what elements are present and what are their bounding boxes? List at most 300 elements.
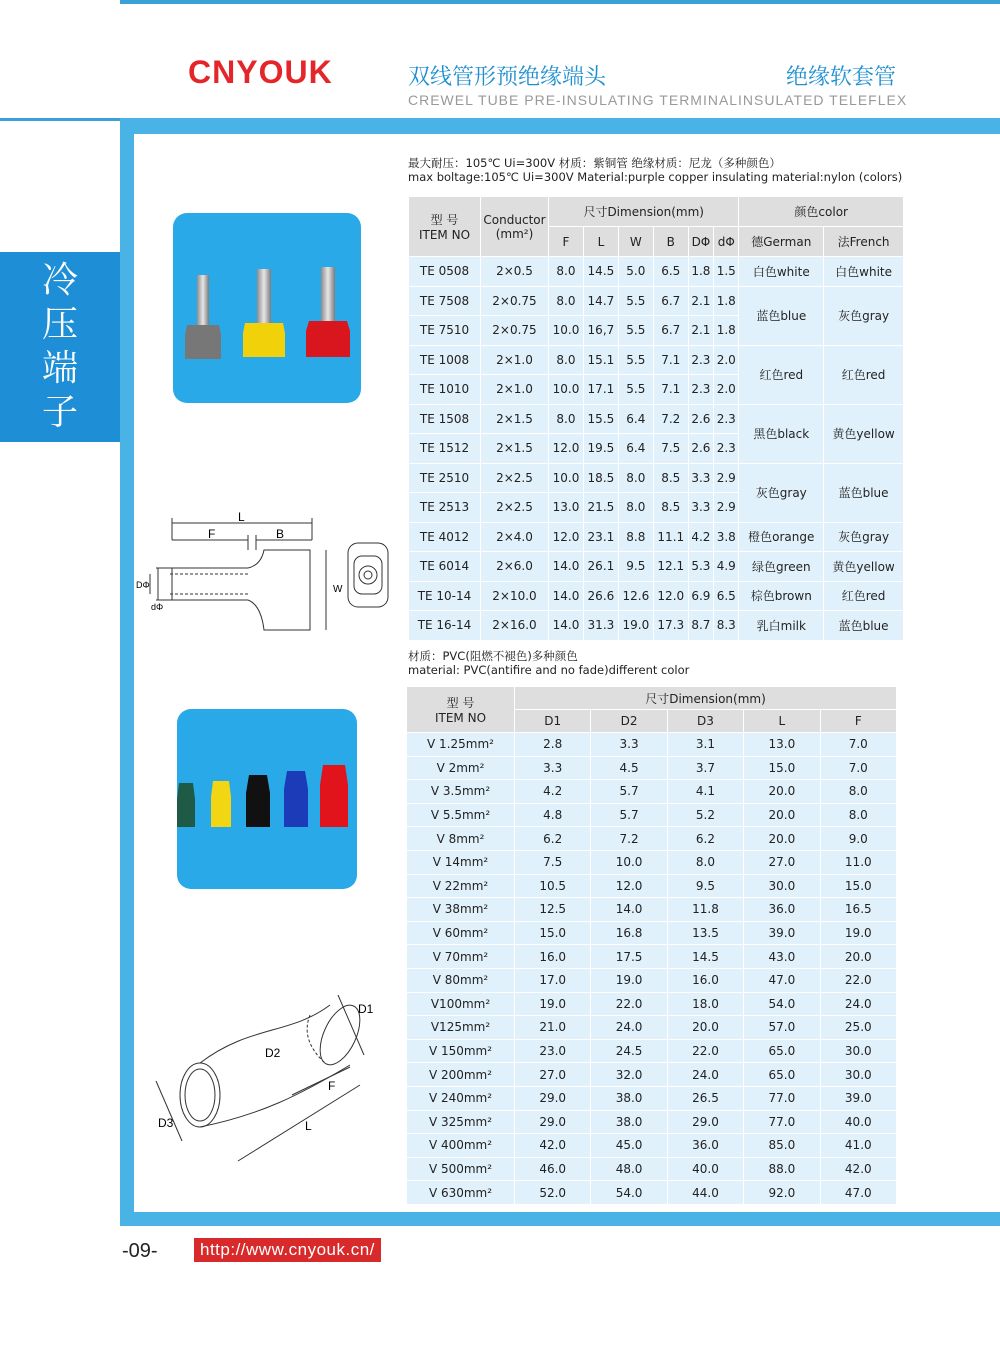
cell-f: 14.0 <box>549 581 584 611</box>
cell-item: TE 1008 <box>409 345 481 375</box>
sleeve-spec <box>408 649 689 677</box>
dim-label-L: L <box>305 1119 312 1133</box>
cell-d: 1.8 <box>688 257 713 287</box>
cell-f: 19.0 <box>820 921 896 945</box>
sleeve-dimension-diagram <box>150 985 390 1175</box>
cell-item: TE 1512 <box>409 434 481 464</box>
cell-d1: 10.5 <box>515 874 591 898</box>
cell-cond: 2×6.0 <box>481 552 549 582</box>
cell-l: 20.0 <box>744 803 820 827</box>
cell-l: 15.1 <box>583 345 618 375</box>
table-row <box>407 921 897 945</box>
cell-d1: 42.0 <box>515 1134 591 1158</box>
cell-d: 4.9 <box>714 552 739 582</box>
cell-item: TE 1508 <box>409 404 481 434</box>
cell-item: V 5.5mm² <box>407 803 515 827</box>
cell-b: 12.1 <box>653 552 688 582</box>
cell-item: V 70mm² <box>407 945 515 969</box>
cell-f: 12.0 <box>549 434 584 464</box>
cell-b: 7.2 <box>653 404 688 434</box>
cell-w: 5.5 <box>618 316 653 346</box>
terminal-spec-table <box>408 196 904 641</box>
side-tab-char: 冷 <box>41 260 78 301</box>
sleeve-spec-cn: 材质：PVC(阻燃不褪色)多种颜色 <box>408 649 578 663</box>
side-tab-char: 压 <box>41 304 78 345</box>
cell-item: V 500mm² <box>407 1157 515 1181</box>
terminal-spec-en: max boltage:105℃ Ui=300V Material:purple copper insulating material:nylon (colors) <box>408 170 903 184</box>
cell-item: TE 10-14 <box>409 581 481 611</box>
dim-label-D1: D1 <box>358 1002 374 1016</box>
cell-color-french: 白色white <box>824 257 904 287</box>
cell-b: 17.3 <box>653 611 688 641</box>
cell-f: 13.0 <box>549 493 584 523</box>
left-divider-line <box>0 118 120 121</box>
cell-d: 8.7 <box>688 611 713 641</box>
cell-d: 3.3 <box>688 463 713 493</box>
cell-f: 39.0 <box>820 1086 896 1110</box>
cell-item: V 150mm² <box>407 1039 515 1063</box>
header-dim-col: D3 <box>667 710 743 733</box>
cell-f: 10.0 <box>549 463 584 493</box>
cell-d3: 18.0 <box>667 992 743 1016</box>
cell-item: V 3.5mm² <box>407 780 515 804</box>
cell-d2: 54.0 <box>591 1181 667 1205</box>
cell-item: V 38mm² <box>407 898 515 922</box>
side-tab-char: 端 <box>41 348 78 389</box>
cell-d2: 5.7 <box>591 780 667 804</box>
cell-d: 2.3 <box>714 404 739 434</box>
table-row <box>407 898 897 922</box>
cell-item: V 2mm² <box>407 756 515 780</box>
cell-l: 18.5 <box>583 463 618 493</box>
cell-d1: 46.0 <box>515 1157 591 1181</box>
cell-f: 47.0 <box>820 1181 896 1205</box>
cell-d3: 9.5 <box>667 874 743 898</box>
cell-f: 8.0 <box>549 286 584 316</box>
cell-w: 12.6 <box>618 581 653 611</box>
cell-d2: 32.0 <box>591 1063 667 1087</box>
cell-d2: 12.0 <box>591 874 667 898</box>
cell-f: 8.0 <box>549 345 584 375</box>
dim-label-L: L <box>238 510 245 524</box>
table-row <box>407 992 897 1016</box>
cell-w: 5.5 <box>618 345 653 375</box>
header-conductor-label: Conductor <box>483 212 546 227</box>
cell-item: TE 1010 <box>409 375 481 405</box>
cell-d1: 6.2 <box>515 827 591 851</box>
cell-f: 30.0 <box>820 1039 896 1063</box>
cell-d1: 52.0 <box>515 1181 591 1205</box>
table-row <box>409 345 904 375</box>
cell-b: 6.7 <box>653 316 688 346</box>
terminal-photo-illustration <box>173 213 361 403</box>
header-item-cn: 型 号 <box>430 213 459 227</box>
cell-d2: 3.3 <box>591 733 667 757</box>
cell-l: 30.0 <box>744 874 820 898</box>
cell-l: 65.0 <box>744 1039 820 1063</box>
cell-f: 41.0 <box>820 1134 896 1158</box>
cell-d2: 16.8 <box>591 921 667 945</box>
cell-color-german: 橙色orange <box>739 522 824 552</box>
table-row <box>409 404 904 434</box>
cell-w: 19.0 <box>618 611 653 641</box>
table-row <box>409 286 904 316</box>
cell-d1: 2.8 <box>515 733 591 757</box>
header-dimension: 尺寸Dimension(mm) <box>515 687 897 710</box>
cell-l: 23.1 <box>583 522 618 552</box>
cell-d: 3.3 <box>688 493 713 523</box>
cell-f: 8.0 <box>820 803 896 827</box>
cell-color-french: 红色red <box>824 581 904 611</box>
cell-f: 8.0 <box>549 404 584 434</box>
cell-f: 22.0 <box>820 968 896 992</box>
cell-f: 8.0 <box>549 257 584 287</box>
cell-d: 2.9 <box>714 493 739 523</box>
cell-f: 30.0 <box>820 1063 896 1087</box>
cell-d: 5.3 <box>688 552 713 582</box>
cell-d: 2.1 <box>688 316 713 346</box>
cell-w: 8.0 <box>618 493 653 523</box>
cell-f: 12.0 <box>549 522 584 552</box>
header-conductor <box>481 197 549 257</box>
cell-d3: 5.2 <box>667 803 743 827</box>
cell-d1: 4.2 <box>515 780 591 804</box>
cell-d2: 22.0 <box>591 992 667 1016</box>
cell-color-german: 黑色black <box>739 404 824 463</box>
dim-label-W: W <box>333 584 343 595</box>
cell-l: 39.0 <box>744 921 820 945</box>
cell-item: V 22mm² <box>407 874 515 898</box>
cell-d2: 24.0 <box>591 1016 667 1040</box>
cell-d1: 17.0 <box>515 968 591 992</box>
cell-color-french: 蓝色blue <box>824 463 904 522</box>
table-row <box>407 945 897 969</box>
cell-l: 19.5 <box>583 434 618 464</box>
header-color: 颜色color <box>739 197 904 227</box>
cell-d3: 26.5 <box>667 1086 743 1110</box>
cell-f: 10.0 <box>549 316 584 346</box>
table-row <box>409 581 904 611</box>
cell-d: 2.3 <box>688 375 713 405</box>
sleeve-photo-illustration <box>177 709 357 889</box>
cell-color-french: 黄色yellow <box>824 552 904 582</box>
cell-d1: 21.0 <box>515 1016 591 1040</box>
side-tab-char: 子 <box>41 392 78 433</box>
cell-cond: 2×1.5 <box>481 404 549 434</box>
cell-f: 20.0 <box>820 945 896 969</box>
header-german: 德German <box>739 227 824 257</box>
cell-d3: 40.0 <box>667 1157 743 1181</box>
cell-d3: 20.0 <box>667 1016 743 1040</box>
page-title-en-right: INSULATED TELEFLEX <box>738 92 908 108</box>
cell-l: 54.0 <box>744 992 820 1016</box>
cell-d2: 45.0 <box>591 1134 667 1158</box>
cell-cond: 2×2.5 <box>481 463 549 493</box>
table-row <box>407 1016 897 1040</box>
terminal-product-photo <box>173 213 361 403</box>
sleeve-spec-table <box>406 686 897 1205</box>
cell-cond: 2×10.0 <box>481 581 549 611</box>
dim-label-B: B <box>276 527 285 541</box>
terminal-spec <box>408 156 902 184</box>
cell-w: 5.5 <box>618 286 653 316</box>
cell-d1: 4.8 <box>515 803 591 827</box>
cell-cond: 2×0.75 <box>481 286 549 316</box>
dim-label-D2: D2 <box>265 1046 281 1060</box>
cell-item: V 8mm² <box>407 827 515 851</box>
category-side-tab <box>0 252 120 442</box>
cell-item: TE 6014 <box>409 552 481 582</box>
cell-f: 24.0 <box>820 992 896 1016</box>
cell-d3: 4.1 <box>667 780 743 804</box>
cell-item: V 80mm² <box>407 968 515 992</box>
cell-item: TE 2513 <box>409 493 481 523</box>
cell-d3: 29.0 <box>667 1110 743 1134</box>
cell-l: 21.5 <box>583 493 618 523</box>
page-title-cn: 双线管形预绝缘端头 <box>408 65 607 90</box>
cell-item: V 1.25mm² <box>407 733 515 757</box>
cell-item: TE 2510 <box>409 463 481 493</box>
header-dim-col: L <box>744 710 820 733</box>
cell-l: 92.0 <box>744 1181 820 1205</box>
cell-color-german: 绿色green <box>739 552 824 582</box>
cell-d1: 16.0 <box>515 945 591 969</box>
cell-f: 40.0 <box>820 1110 896 1134</box>
cell-color-french: 灰色gray <box>824 286 904 345</box>
cell-l: 36.0 <box>744 898 820 922</box>
cell-f: 7.0 <box>820 756 896 780</box>
cell-l: 27.0 <box>744 850 820 874</box>
cell-l: 26.6 <box>583 581 618 611</box>
page-title-cn-right: 绝缘软套管 <box>786 65 897 90</box>
cell-d1: 27.0 <box>515 1063 591 1087</box>
cell-item: V100mm² <box>407 992 515 1016</box>
header-dim-col: F <box>820 710 896 733</box>
table-row <box>409 522 904 552</box>
cell-d2: 7.2 <box>591 827 667 851</box>
cell-w: 6.4 <box>618 434 653 464</box>
cell-d1: 29.0 <box>515 1110 591 1134</box>
dim-label-F: F <box>208 527 216 541</box>
cell-b: 12.0 <box>653 581 688 611</box>
cell-item: V 630mm² <box>407 1181 515 1205</box>
cell-item: V125mm² <box>407 1016 515 1040</box>
cell-d: 1.8 <box>714 286 739 316</box>
header-item-en: ITEM NO <box>418 228 471 242</box>
cell-l: 47.0 <box>744 968 820 992</box>
cell-l: 15.5 <box>583 404 618 434</box>
cell-d3: 24.0 <box>667 1063 743 1087</box>
cell-d2: 19.0 <box>591 968 667 992</box>
header-dim-col: L <box>583 227 618 257</box>
cell-d: 2.3 <box>688 345 713 375</box>
cell-b: 7.1 <box>653 345 688 375</box>
cell-cond: 2×2.5 <box>481 493 549 523</box>
table-row <box>407 1110 897 1134</box>
cell-color-german: 白色white <box>739 257 824 287</box>
header-item <box>409 197 481 257</box>
cell-color-french: 蓝色blue <box>824 611 904 641</box>
header-item-en: ITEM NO <box>434 711 487 725</box>
table-row <box>407 1039 897 1063</box>
cell-item: V 325mm² <box>407 1110 515 1134</box>
cell-item: V 200mm² <box>407 1063 515 1087</box>
cell-cond: 2×1.0 <box>481 345 549 375</box>
cell-d2: 38.0 <box>591 1110 667 1134</box>
cell-d3: 8.0 <box>667 850 743 874</box>
cell-d2: 24.5 <box>591 1039 667 1063</box>
header-french: 法French <box>824 227 904 257</box>
cell-d1: 19.0 <box>515 992 591 1016</box>
cell-d: 8.3 <box>714 611 739 641</box>
table-row <box>407 968 897 992</box>
cell-item: TE 7510 <box>409 316 481 346</box>
header-item-cn: 型 号 <box>446 696 475 710</box>
cell-d: 4.2 <box>688 522 713 552</box>
cell-d: 2.0 <box>714 345 739 375</box>
cell-d: 2.3 <box>714 434 739 464</box>
cell-l: 85.0 <box>744 1134 820 1158</box>
cell-l: 77.0 <box>744 1086 820 1110</box>
cell-f: 25.0 <box>820 1016 896 1040</box>
cell-item: V 14mm² <box>407 850 515 874</box>
cell-b: 7.1 <box>653 375 688 405</box>
cell-d2: 10.0 <box>591 850 667 874</box>
cell-f: 14.0 <box>549 611 584 641</box>
header-dim-col: D1 <box>515 710 591 733</box>
cell-l: 31.3 <box>583 611 618 641</box>
dim-label-d: dΦ <box>151 602 164 612</box>
cell-f: 8.0 <box>820 780 896 804</box>
header-dim-col: B <box>653 227 688 257</box>
cell-f: 7.0 <box>820 733 896 757</box>
dim-label-F: F <box>328 1079 336 1093</box>
table-row <box>409 611 904 641</box>
table-row <box>409 463 904 493</box>
table-row <box>407 780 897 804</box>
cell-d3: 14.5 <box>667 945 743 969</box>
cell-d: 2.0 <box>714 375 739 405</box>
dim-label-D3: D3 <box>158 1116 174 1130</box>
cell-color-french: 灰色gray <box>824 522 904 552</box>
cell-l: 16,7 <box>583 316 618 346</box>
brand-logo: CNYOUK <box>188 54 333 90</box>
header-conductor-unit: (mm²) <box>495 226 534 241</box>
cell-b: 8.5 <box>653 463 688 493</box>
cell-b: 8.5 <box>653 493 688 523</box>
cell-item: TE 0508 <box>409 257 481 287</box>
cell-item: V 400mm² <box>407 1134 515 1158</box>
cell-b: 7.5 <box>653 434 688 464</box>
cell-l: 26.1 <box>583 552 618 582</box>
cell-item: V 60mm² <box>407 921 515 945</box>
website-link[interactable]: http://www.cnyouk.cn/ <box>194 1238 381 1262</box>
cell-d2: 4.5 <box>591 756 667 780</box>
cell-d3: 3.7 <box>667 756 743 780</box>
cell-d: 6.9 <box>688 581 713 611</box>
header-dimension: 尺寸Dimension(mm) <box>549 197 739 227</box>
cell-color-german: 蓝色blue <box>739 286 824 345</box>
cell-f: 9.0 <box>820 827 896 851</box>
cell-w: 5.0 <box>618 257 653 287</box>
cell-d3: 11.8 <box>667 898 743 922</box>
header-dim-col: DΦ <box>688 227 713 257</box>
cell-item: TE 4012 <box>409 522 481 552</box>
cell-d: 1.8 <box>714 316 739 346</box>
cell-d3: 22.0 <box>667 1039 743 1063</box>
cell-d: 1.5 <box>714 257 739 287</box>
cell-d: 2.1 <box>688 286 713 316</box>
cell-item: V 240mm² <box>407 1086 515 1110</box>
cell-d: 3.8 <box>714 522 739 552</box>
cell-d1: 7.5 <box>515 850 591 874</box>
cell-d3: 36.0 <box>667 1134 743 1158</box>
cell-cond: 2×4.0 <box>481 522 549 552</box>
cell-d3: 6.2 <box>667 827 743 851</box>
sleeve-spec-en: material: PVC(antifire and no fade)different color <box>408 663 690 677</box>
header-dim-col: W <box>618 227 653 257</box>
cell-color-german: 灰色gray <box>739 463 824 522</box>
cell-d2: 5.7 <box>591 803 667 827</box>
cell-d: 2.9 <box>714 463 739 493</box>
cell-b: 6.7 <box>653 286 688 316</box>
cell-d: 6.5 <box>714 581 739 611</box>
cell-color-german: 棕色brown <box>739 581 824 611</box>
header-dim-col: D2 <box>591 710 667 733</box>
cell-d3: 13.5 <box>667 921 743 945</box>
header-dim-col: dΦ <box>714 227 739 257</box>
table-row <box>407 850 897 874</box>
table-row <box>407 1157 897 1181</box>
cell-color-german: 红色red <box>739 345 824 404</box>
cell-d3: 44.0 <box>667 1181 743 1205</box>
cell-b: 11.1 <box>653 522 688 552</box>
cell-w: 6.4 <box>618 404 653 434</box>
cell-w: 5.5 <box>618 375 653 405</box>
cell-d1: 23.0 <box>515 1039 591 1063</box>
cell-l: 14.5 <box>583 257 618 287</box>
cell-d: 2.6 <box>688 404 713 434</box>
cell-d1: 29.0 <box>515 1086 591 1110</box>
cell-w: 8.0 <box>618 463 653 493</box>
table-row <box>407 1086 897 1110</box>
cell-l: 14.7 <box>583 286 618 316</box>
cell-color-french: 黄色yellow <box>824 404 904 463</box>
cell-d2: 17.5 <box>591 945 667 969</box>
header-item <box>407 687 515 733</box>
table-row <box>409 257 904 287</box>
cell-color-french: 红色red <box>824 345 904 404</box>
cell-l: 20.0 <box>744 780 820 804</box>
cell-d3: 3.1 <box>667 733 743 757</box>
table-row <box>407 733 897 757</box>
bottom-frame-bar <box>120 1212 1000 1226</box>
cell-f: 42.0 <box>820 1157 896 1181</box>
cell-f: 11.0 <box>820 850 896 874</box>
sleeve-product-photo <box>177 709 357 889</box>
terminal-dimension-diagram <box>136 510 402 635</box>
cell-l: 88.0 <box>744 1157 820 1181</box>
cell-d: 2.6 <box>688 434 713 464</box>
header-dim-col: F <box>549 227 584 257</box>
table-row <box>407 803 897 827</box>
header-underline-bar <box>120 118 1000 134</box>
cell-l: 13.0 <box>744 733 820 757</box>
cell-d1: 15.0 <box>515 921 591 945</box>
cell-l: 57.0 <box>744 1016 820 1040</box>
cell-l: 15.0 <box>744 756 820 780</box>
cell-l: 20.0 <box>744 827 820 851</box>
